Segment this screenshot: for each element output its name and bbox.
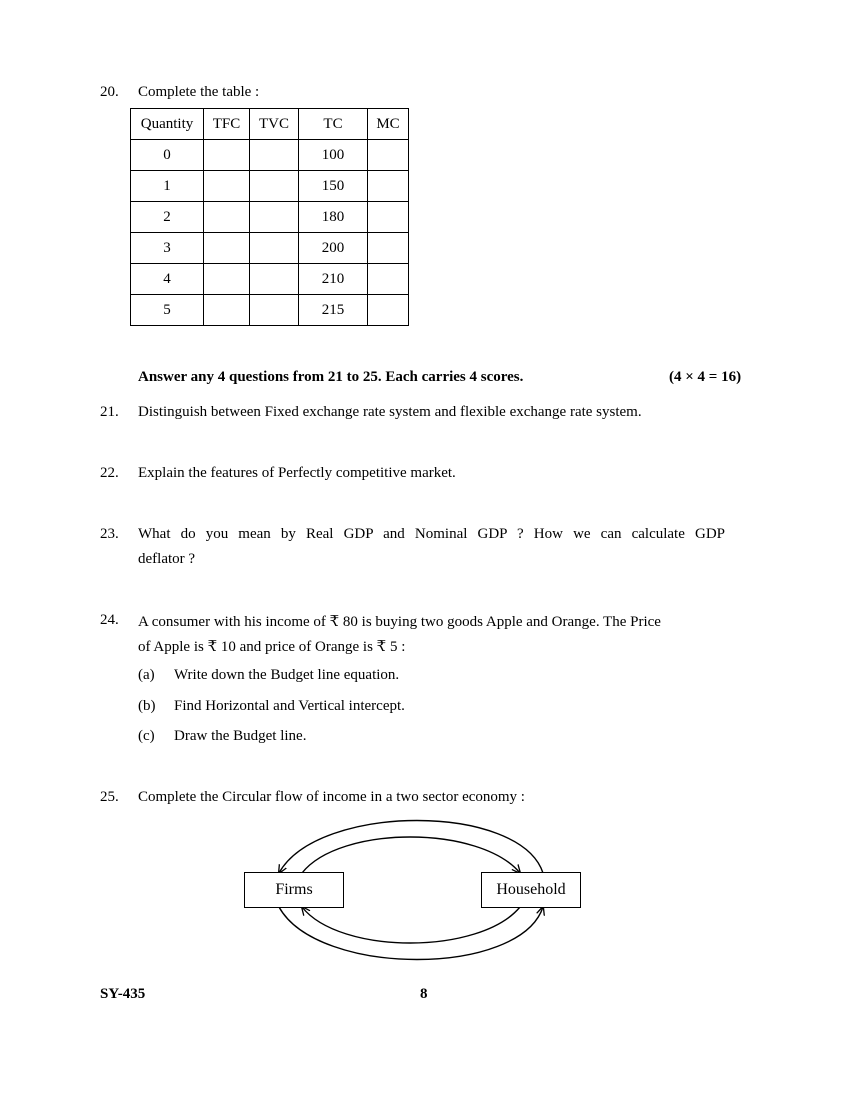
header-tc: TC: [299, 109, 368, 140]
inner-top-flow-arrow: [302, 837, 520, 873]
table-cell: [368, 264, 409, 295]
table-cell: [368, 295, 409, 326]
table-cell: 210: [299, 264, 368, 295]
firms-label: Firms: [275, 881, 313, 898]
table-cell: [250, 171, 299, 202]
table-cell: [204, 264, 250, 295]
q23-number: 23.: [100, 526, 119, 542]
q25-number: 25.: [100, 789, 119, 805]
footer-code: SY-435: [100, 986, 146, 1002]
table-cell: [250, 202, 299, 233]
table-cell: 215: [299, 295, 368, 326]
table-cell: 200: [299, 233, 368, 264]
q24-number: 24.: [100, 612, 119, 628]
table-header-row: [131, 109, 409, 140]
table-cell: [250, 233, 299, 264]
footer-page-number: 8: [420, 986, 428, 1002]
outer-bottom-flow-arrow: [279, 907, 543, 960]
q22-number: 22.: [100, 465, 119, 481]
table-cell: 3: [131, 233, 204, 264]
section-marks: (4 × 4 = 16): [669, 369, 742, 385]
table-row: [131, 171, 409, 202]
q21-text: Distinguish between Fixed exchange rate system and flexible exchange rate system.: [138, 404, 642, 420]
table-cell: [368, 140, 409, 171]
header-quantity: Quantity: [131, 109, 204, 140]
table-cell: [204, 171, 250, 202]
table-cell: [204, 295, 250, 326]
q24-part-c-label: (c): [138, 728, 155, 744]
q20-number: 20.: [100, 84, 119, 100]
table-cell: [204, 202, 250, 233]
household-box: [481, 872, 581, 908]
firms-box: [244, 872, 344, 908]
table-row: [131, 295, 409, 326]
table-cell: 150: [299, 171, 368, 202]
table-row: [131, 233, 409, 264]
table-cell: 180: [299, 202, 368, 233]
table-cell: 100: [299, 140, 368, 171]
q21-number: 21.: [100, 404, 119, 420]
section-instruction: Answer any 4 questions from 21 to 25. Each carries 4 scores.: [138, 369, 524, 385]
table-cell: [204, 140, 250, 171]
table-cell: [250, 295, 299, 326]
table-cell: [204, 233, 250, 264]
q24-part-c-text: Draw the Budget line.: [174, 728, 307, 744]
table-row: [131, 264, 409, 295]
table-row: [131, 140, 409, 171]
table-cell: 2: [131, 202, 204, 233]
header-tfc: TFC: [204, 109, 250, 140]
table-row: [131, 202, 409, 233]
header-mc: MC: [368, 109, 409, 140]
q22-text: Explain the features of Perfectly competitive market.: [138, 465, 456, 481]
header-tvc: TVC: [250, 109, 299, 140]
q20-text: Complete the table :: [138, 84, 260, 100]
household-label: Household: [496, 881, 566, 898]
cost-table: [130, 108, 409, 326]
q23-line1: What do you mean by Real GDP and Nominal GDP ? How we can calculate GDP: [138, 526, 725, 542]
q25-text: Complete the Circular flow of income in a two sector economy :: [138, 789, 525, 805]
inner-bottom-flow-arrow: [302, 907, 520, 943]
table-cell: [368, 171, 409, 202]
table-cell: 5: [131, 295, 204, 326]
table-cell: [368, 202, 409, 233]
table-cell: [250, 140, 299, 171]
q24-part-a-text: Write down the Budget line equation.: [174, 667, 400, 683]
q24-part-b-text: Find Horizontal and Vertical intercept.: [174, 698, 405, 714]
table-cell: 4: [131, 264, 204, 295]
q24-part-a-label: (a): [138, 667, 155, 683]
table-cell: [368, 233, 409, 264]
outer-top-flow-arrow: [279, 821, 543, 874]
q24-line2: of Apple is ₹ 10 and price of Orange is ₹ 5 :: [138, 639, 406, 655]
q24-line1: A consumer with his income of ₹ 80 is buying two goods Apple and Orange. The Price: [138, 614, 661, 630]
table-cell: 1: [131, 171, 204, 202]
q24-part-b-label: (b): [138, 698, 156, 714]
table-cell: [250, 264, 299, 295]
q23-line2: deflator ?: [138, 551, 196, 567]
table-cell: 0: [131, 140, 204, 171]
